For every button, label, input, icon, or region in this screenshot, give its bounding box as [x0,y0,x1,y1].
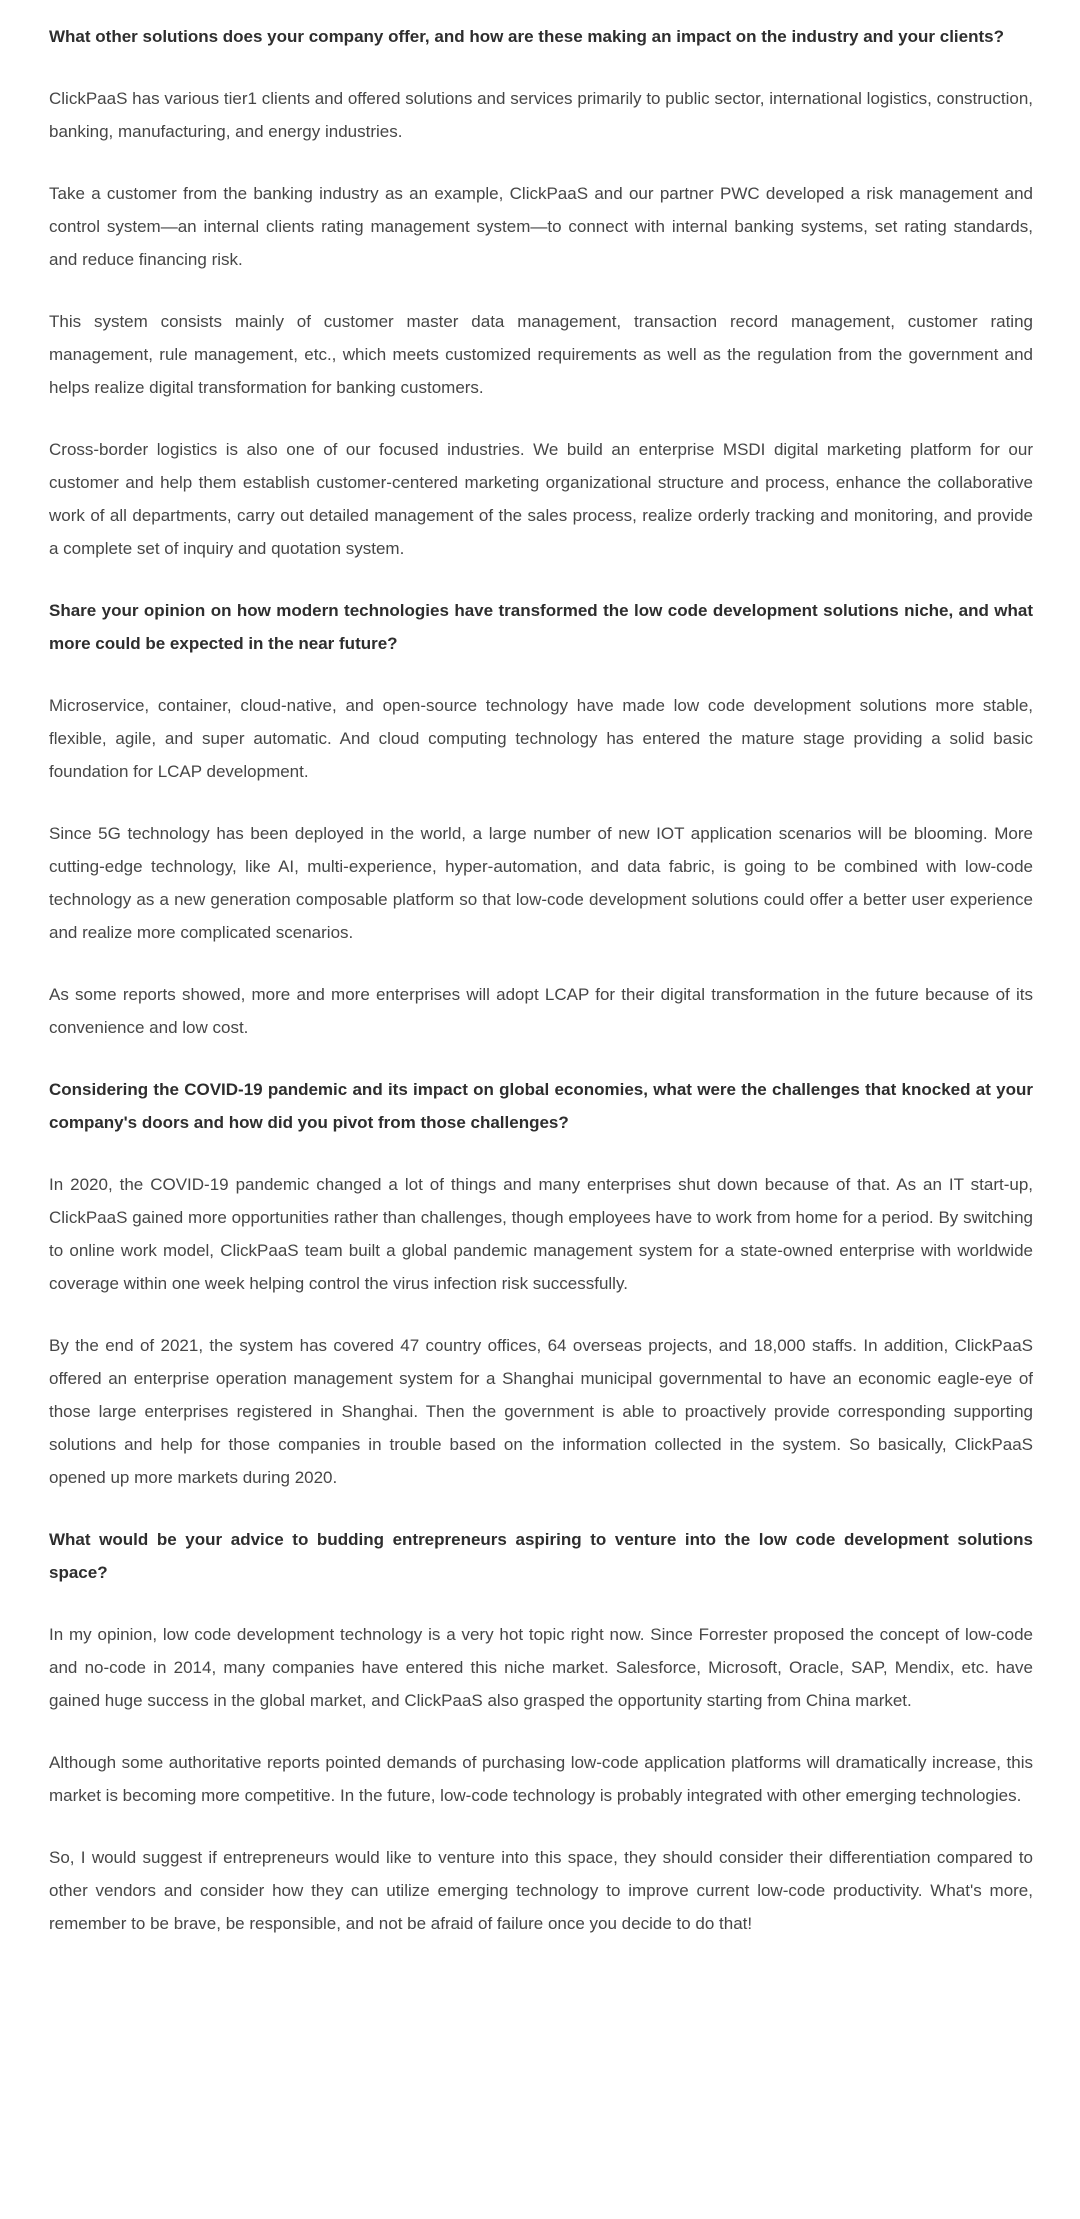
answer-paragraph: So, I would suggest if entrepreneurs would like to venture into this space, they should consider their differentiation compared to other vendors and consider how they can utilize emerging technology to improve current low-code productivity. What's more, remember to be brave, be responsible, and not be afraid of failure once you decide to do that! [49,1848,1033,1933]
answer-paragraph: In my opinion, low code development technology is a very hot topic right now. Since Forrester proposed the concept of low-code and no-code in 2014, many companies have entered this niche market. Salesforce, Microsoft, Oracle, SAP, Mendix, etc. have gained huge success in the global market, and ClickPaaS also grasped the opportunity starting from China market. [49,1625,1033,1710]
answer-paragraph: In 2020, the COVID-19 pandemic changed a lot of things and many enterprises shut down because of that. As an IT start-up, ClickPaaS gained more opportunities rather than challenges, though employees have to work from home for a period. By switching to online work model, ClickPaaS team built a global pandemic management system for a state-owned enterprise with worldwide coverage within one week helping control the virus infection risk successfully. [49,1175,1033,1293]
question-heading-2: Share your opinion on how modern technologies have transformed the low code development solutions niche, and what more could be expected in the near future? [49,601,1033,653]
answer-paragraph: Take a customer from the banking industry as an example, ClickPaaS and our partner PWC developed a risk management and control system—an internal clients rating management system—to connect with internal banking systems, set rating standards, and reduce financing risk. [49,184,1033,269]
question-heading-1: What other solutions does your company offer, and how are these making an impact on the industry and your clients? [49,27,1004,46]
answer-paragraph: Since 5G technology has been deployed in the world, a large number of new IOT application scenarios will be blooming. More cutting-edge technology, like AI, multi-experience, hyper-automation, and data fabric, is going to be combined with low-code technology as a new generation composable platform so that low-code development solutions could offer a better user experience and realize more complicated scenarios. [49,824,1033,942]
answer-paragraph: Although some authoritative reports pointed demands of purchasing low-code application platforms will dramatically increase, this market is becoming more competitive. In the future, low-code technology is probably integrated with other emerging technologies. [49,1753,1033,1805]
answer-paragraph: This system consists mainly of customer master data management, transaction record management, customer rating management, rule management, etc., which meets customized requirements as well as the regulation from the government and helps realize digital transformation for banking customers. [49,312,1033,397]
answer-paragraph: As some reports showed, more and more enterprises will adopt LCAP for their digital transformation in the future because of its convenience and low cost. [49,985,1033,1037]
question-heading-3: Considering the COVID-19 pandemic and its impact on global economies, what were the challenges that knocked at your company's doors and how did you pivot from those challenges? [49,1080,1033,1132]
answer-paragraph: By the end of 2021, the system has covered 47 country offices, 64 overseas projects, and 18,000 staffs. In addition, ClickPaaS offered an enterprise operation management system for a Shanghai municipal governmental to have an economic eagle-eye of those large enterprises registered in Shanghai. Then the government is able to proactively provide corresponding supporting solutions and help for those companies in trouble based on the information collected in the system. So basically, ClickPaaS opened up more markets during 2020. [49,1336,1033,1487]
question-heading-4: What would be your advice to budding entrepreneurs aspiring to venture into the low code development solutions space? [49,1530,1033,1582]
answer-paragraph: Cross-border logistics is also one of our focused industries. We build an enterprise MSDI digital marketing platform for our customer and help them establish customer-centered marketing organizational structure and process, enhance the collaborative work of all departments, carry out detailed management of the sales process, realize orderly tracking and monitoring, and provide a complete set of inquiry and quotation system. [49,440,1033,558]
answer-paragraph: ClickPaaS has various tier1 clients and offered solutions and services primarily to public sector, international logistics, construction, banking, manufacturing, and energy industries. [49,89,1033,141]
answer-paragraph: Microservice, container, cloud-native, and open-source technology have made low code development solutions more stable, flexible, agile, and super automatic. And cloud computing technology has entered the mature stage providing a solid basic foundation for LCAP development. [49,696,1033,781]
